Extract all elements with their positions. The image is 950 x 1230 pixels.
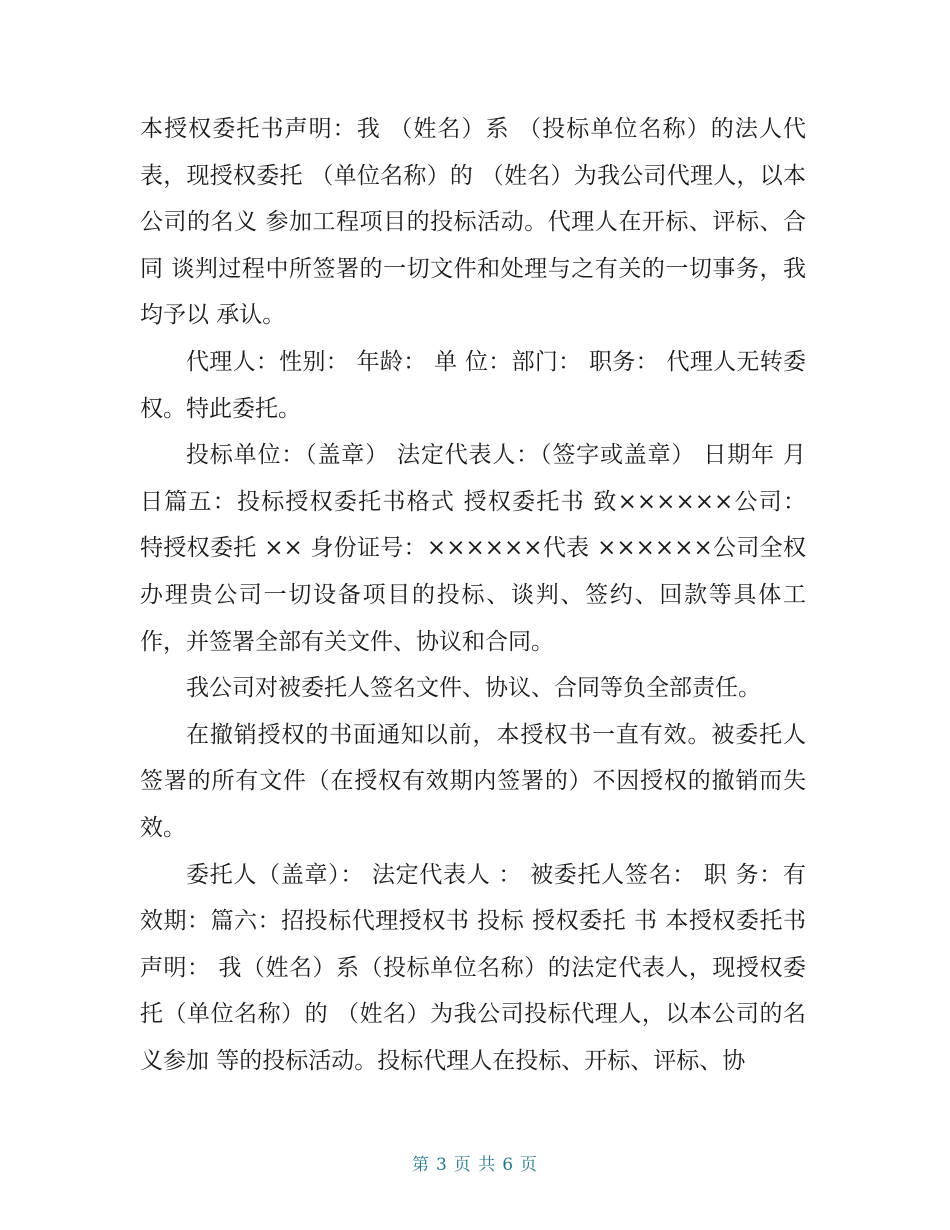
paragraph-authorization-statement: 本授权委托书声明：我 （姓名）系 （投标单位名称）的法人代表，现授权委托 （单位名称）的 （姓名）为我公司代理人，以本公司的名义 参加工程项目的投标活动。代理人在开标、评标、合同 谈判过程中所签署的一切文件和处理与之有关的一切事务，我均予以 承认。 [140,116,806,329]
paragraph-responsibility: 我公司对被委托人签名文件、协议、合同等负全部责任。 [186,675,761,702]
paragraph-bidding-unit: 投标单位：（盖章） 法定代表人：（签字或盖章） 日期年 月 日篇五：投标授权委托书格式 授权委托书 致××××××公司： 特授权委托 ×× 身份证号：××××××代表 ××××××公司全权办理贵公司一切设备项目的投标、谈判、签约、回款等具体工作，并签署全部有关文件、协议和合同。 [140,442,806,655]
footer-current-page: 3 [435,1155,448,1175]
footer-total-pages: 6 [502,1155,515,1175]
page-footer [0,1150,950,1175]
paragraph-principal-signature: 委托人（盖章）： 法定代表人 ： 被委托人签名： 职 务：有效期：篇六：招投标代理授权书 投标 授权委托 书 本授权委托书声明： 我（姓名）系（投标单位名称）的法定代表人，现授权委托（单位名称）的 （姓名）为我公司投标代理人，以本公司的名义参加 等的投标活动。投标代理人在投标、开标、评标、协 [140,861,806,1074]
footer-prefix: 第 [411,1155,430,1175]
document-body [140,106,806,1084]
paragraph-validity: 在撤销授权的书面通知以前，本授权书一直有效。被委托人签署的所有文件（在授权有效期内签署的）不因授权的撤销而失效。 [140,721,806,841]
footer-middle: 页 共 [453,1155,497,1175]
paragraph-agent-info: 代理人：性别： 年龄： 单 位：部门： 职务： 代理人无转委权。特此委托。 [140,348,806,422]
footer-suffix: 页 [520,1155,539,1175]
